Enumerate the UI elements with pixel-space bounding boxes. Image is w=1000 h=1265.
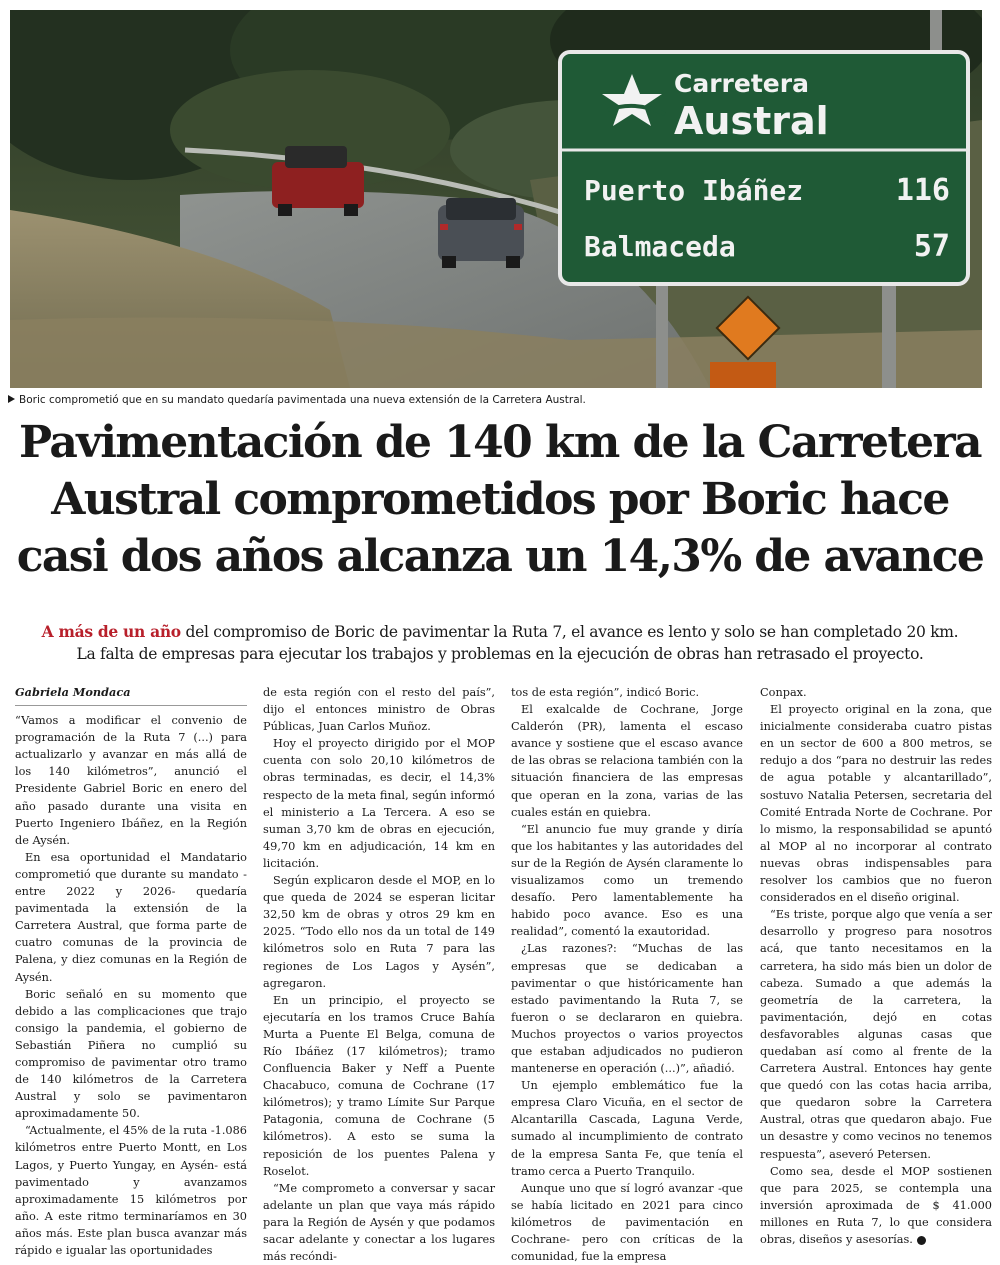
col2-paragraph: Según explicaron desde el MOP, en lo que queda de 2024 se esperan licitar 32,50 km de obras y otros 29 km en 2025. “Todo ello nos da un total de 149 kilómetros solo en Ruta 7 para las regiones de Los Lagos y Aysén”, agregaron. <box>263 874 495 990</box>
col2-paragraph: “Me comprometo a conversar y sacar adelante un plan que vaya más rápido para la Región de Aysén y que podamos sacar adelante y conectar a los lugares más recóndi- <box>263 1181 495 1264</box>
sign-line1: Carretera <box>674 69 809 98</box>
caption-text: Boric comprometió que en su mandato quedaría pavimentada una nueva extensión de la Carretera Austral. <box>19 394 586 406</box>
col3-paragraph: El exalcalde de Cochrane, Jorge Calderón (PR), lamenta el escaso avance y sostiene que el escaso avance de las obras se relaciona también con la situación financiera de las empresas que operan en la zona, varias de las cuales están en quiebra. <box>511 703 743 819</box>
article-photo <box>10 10 982 388</box>
col3-paragraph: ¿Las razones?: “Muchas de las empresas que se dedicaban a pavimentar o que históricamente han estado pavimentando la Ruta 7, se fueron o se declararon en quiebra. Muchos proyectos o varios proyectos que estaban adjudicados no pudieron mantenerse en operación (...)”, añadió. <box>511 942 743 1076</box>
lead-line1-rest: del compromiso de Boric de pavimentar la Ruta 7, el avance es lento y solo se han completado 20 km. <box>180 623 959 641</box>
sign-line2: Austral <box>674 99 829 143</box>
lead-kicker: A más de un año <box>41 622 181 641</box>
lead-line-2: La falta de empresas para ejecutar los trabajos y problemas en la ejecución de obras han retrasado el proyecto. <box>76 645 924 663</box>
col1-paragraph: Boric señaló en su momento que debido a las complicaciones que trajo consigo la pandemia, el gobierno de Sebastián Piñera no cumplió su compromiso de pavimentar otro tramo de 140 kilómetros de la Carretera Austral y solo se pavimentaron aproximadamente 50. <box>15 987 247 1121</box>
article-column-1 <box>15 684 247 1259</box>
col3-paragraph: tos de esta región”, indicó Boric. <box>511 686 700 699</box>
road-scene-illustration <box>10 10 982 388</box>
lead-line-1 <box>0 621 1000 643</box>
col4-paragraph: El proyecto original en la zona, que inicialmente consideraba cuatro pistas en un sector de 600 a 800 metros, se redujo a dos “para no destruir las redes de agua potable y alcantarillado”, sostuvo Natalia Petersen, secretaria del Comité Entrada Norte de Cochrane. Por lo mismo, la responsabilidad se apuntó al MOP al no incorporar al contrato nuevas obras indispensables para resolver los cambios que no fueron considerados en el diseño original. <box>760 703 992 905</box>
sign-dest2-name: Balmaceda <box>584 230 736 263</box>
col4-paragraph: Conpax. <box>760 686 807 699</box>
end-of-article-icon <box>917 1236 926 1245</box>
col3-paragraph: Aunque uno que sí logró avanzar -que se había licitado en 2021 para cinco kilómetros de pavimentación en Cochrane- pero con críticas de la comunidad, fue la empresa <box>511 1181 743 1264</box>
col2-paragraph: Hoy el proyecto dirigido por el MOP cuenta con solo 20,10 kilómetros de obras terminadas, es decir, el 14,3% respecto de la meta final, según informó el ministerio a La Tercera. A eso se suman 3,70 km de obras en ejecución, 49,70 km en adjudicación, 14 km en licitación. <box>263 737 495 870</box>
sign-dest1-name: Puerto Ibáñez <box>584 174 804 207</box>
sign-dest1-km: 116 <box>895 173 950 208</box>
article-column-3 <box>511 684 743 1265</box>
col1-paragraph: “Vamos a modificar el convenio de programación de la Ruta 7 (...) para actualizarlo y avanzar en más allá de los 140 kilómetros”, anunció el Presidente Gabriel Boric en enero del año pasado durante una visita en Puerto Ingeniero Ibáñez, en la Región de Aysén. <box>15 714 247 847</box>
headline-line-3: casi dos años alcanza un 14,3% de avance <box>16 531 984 582</box>
carretera-austral-sign <box>560 52 968 284</box>
col1-paragraph: “Actualmente, el 45% de la ruta -1.086 kilómetros entre Puerto Montt, en Los Lagos, y Puerto Yungay, en Aysén- está pavimentado y avanzamos aproximadamente 15 kilómetros por año. A este ritmo terminaríamos en 30 años más. Este plan busca avanzar más rápido e igualar las oportunidades <box>15 1124 247 1257</box>
headline-line-2: Austral comprometidos por Boric hace <box>51 474 949 525</box>
col2-paragraph: En un principio, el proyecto se ejecutaría en los tramos Cruce Bahía Murta a Puente El Belga, comuna de Río Ibáñez (17 kilómetros); tramo Confluencia Baker y Neff a Puente Chacabuco, comuna de Cochrane (17 kilómetros); y tramo Límite Sur Parque Patagonia, comuna de Cochrane (5 kilómetros). A esto se suma la reposición de los puentes Palena y Roselot. <box>263 993 495 1178</box>
col4-paragraph <box>760 1163 992 1248</box>
article-column-2 <box>263 684 495 1265</box>
col4-paragraph: “Es triste, porque algo que venía a ser desarrollo y progreso para nosotros acá, que tanto necesitamos en la carretera, ha sido más bien un dolor de cabeza. Sumado a que además la geometría de la carretera, la pavimentación, dejó en cotas desfavorables algunas casas que quedaban así como al frente de la Carretera Austral. Entonces hay gente que quedó con las cotas hacia arriba, que quedaron sobre la Carretera Austral, otras que quedaron abajo. Fue un desastre y como vecinos no tenemos respuesta”, aseveró Petersen. <box>760 908 992 1161</box>
headline <box>0 414 1000 585</box>
headline-line-1: Pavimentación de 140 km de la Carretera <box>19 417 981 468</box>
lead-paragraph <box>0 621 1000 665</box>
caption-arrow-icon <box>8 395 15 403</box>
col1-paragraph: En esa oportunidad el Mandatario comprometió que durante su mandato -entre 2022 y 2026- quedaría pavimentada la extensión de la Carretera Austral, que forma parte de cuatro comunas de la provincia de Palena, y diez comunas en la Región de Aysén. <box>15 850 247 984</box>
col2-paragraph: de esta región con el resto del país”, dijo el entonces ministro de Obras Públicas, Juan Carlos Muñoz. <box>263 686 495 734</box>
byline: Gabriela Mondaca <box>15 684 247 706</box>
col3-paragraph: “El anuncio fue muy grande y diría que los habitantes y las autoridades del sur de la Región de Aysén claramente lo visualizamos como un tremendo desafío. Pero lamentablemente ha habido poco avance. Eso es una realidad”, comentó la exautoridad. <box>511 822 743 939</box>
sign-dest2-km: 57 <box>913 229 950 264</box>
col4-final-text: Como sea, desde el MOP sostienen que para 2025, se contempla una inversión aproximada de $ 41.000 millones en Ruta 7, lo que considera obras, diseños y asesorías. <box>760 1164 992 1246</box>
article-column-4 <box>760 684 992 1248</box>
grey-suv <box>438 198 524 268</box>
photo-caption <box>8 394 586 406</box>
col3-paragraph: Un ejemplo emblemático fue la empresa Claro Vicuña, en el sector de Alcantarilla Cascada, Laguna Verde, sumado al incumplimiento de contrato de la empresa Santa Fe, que tenía el tramo cerca a Puerto Tranquilo. <box>511 1079 743 1178</box>
